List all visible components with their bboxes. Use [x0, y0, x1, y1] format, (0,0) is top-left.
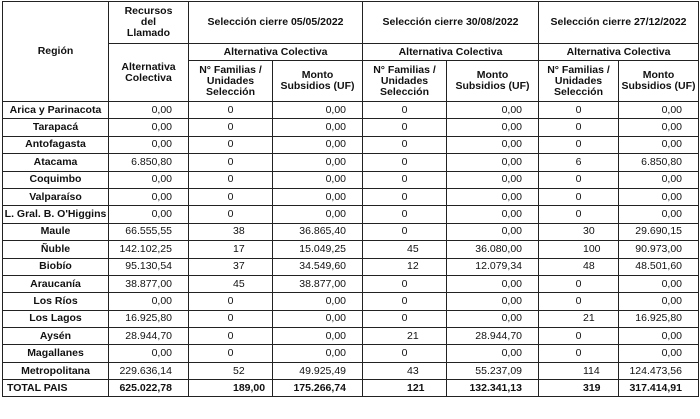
- region-cell: Antofagasta: [3, 136, 109, 153]
- monto-1-cell: 0,00: [273, 136, 363, 153]
- familias-2-cell: 0: [363, 223, 447, 240]
- monto-1-cell: 15.049,25: [273, 241, 363, 258]
- header-period-1-sub: Alternativa Colectiva: [189, 44, 363, 61]
- monto-3-cell: 0,00: [619, 136, 699, 153]
- familias-1-cell: 0: [189, 293, 273, 310]
- region-cell: Metropolitana: [3, 362, 109, 379]
- recursos-cell: 0,00: [109, 171, 189, 188]
- monto-1-cell: 36.865,40: [273, 223, 363, 240]
- monto-2-cell: 0,00: [447, 345, 539, 362]
- monto-1-cell: 0,00: [273, 171, 363, 188]
- monto-3-cell: 29.690,15: [619, 223, 699, 240]
- familias-1-cell: 0: [189, 136, 273, 153]
- familias-2-cell: 0: [363, 188, 447, 205]
- monto-2-cell: 0,00: [447, 223, 539, 240]
- familias-1-cell: 0: [189, 119, 273, 136]
- table-row: [3, 345, 699, 362]
- familias-1-cell: 0: [189, 310, 273, 327]
- recursos-cell: 6.850,80: [109, 154, 189, 171]
- recursos-cell: 0,00: [109, 345, 189, 362]
- familias-1-cell: 0: [189, 206, 273, 223]
- monto-3-cell: 0,00: [619, 119, 699, 136]
- familias-1-cell: 37: [189, 258, 273, 275]
- monto-2-cell: 12.079,34: [447, 258, 539, 275]
- header-period-3-familias: N° Familias / Unidades Selección: [539, 61, 619, 102]
- monto-3-cell: 0,00: [619, 275, 699, 292]
- familias-1-cell: 52: [189, 362, 273, 379]
- table-row: [3, 362, 699, 379]
- familias-3-cell: 100: [539, 241, 619, 258]
- familias-1-cell: 0: [189, 102, 273, 119]
- monto-3-cell: 0,00: [619, 102, 699, 119]
- header-period-3-sub: Alternativa Colectiva: [539, 44, 699, 61]
- monto-2-cell: 0,00: [447, 154, 539, 171]
- total-recursos: 625.022,78: [109, 380, 189, 397]
- familias-3-cell: 6: [539, 154, 619, 171]
- monto-2-cell: 0,00: [447, 188, 539, 205]
- monto-2-cell: 28.944,70: [447, 328, 539, 345]
- recursos-cell: 229.636,14: [109, 362, 189, 379]
- familias-3-cell: 48: [539, 258, 619, 275]
- familias-2-cell: 0: [363, 310, 447, 327]
- monto-2-cell: 0,00: [447, 310, 539, 327]
- familias-2-cell: 0: [363, 171, 447, 188]
- familias-2-cell: 0: [363, 119, 447, 136]
- familias-2-cell: 0: [363, 206, 447, 223]
- familias-3-cell: 0: [539, 188, 619, 205]
- familias-3-cell: 0: [539, 102, 619, 119]
- familias-2-cell: 0: [363, 275, 447, 292]
- familias-2-cell: 0: [363, 136, 447, 153]
- recursos-cell: 0,00: [109, 119, 189, 136]
- recursos-cell: 0,00: [109, 136, 189, 153]
- monto-1-cell: 34.549,60: [273, 258, 363, 275]
- total-monto-1: 175.266,74: [273, 380, 363, 397]
- header-period-3: Selección cierre 27/12/2022: [539, 2, 699, 44]
- region-cell: Los Lagos: [3, 310, 109, 327]
- familias-1-cell: 0: [189, 345, 273, 362]
- monto-1-cell: 0,00: [273, 293, 363, 310]
- region-cell: Tarapacá: [3, 119, 109, 136]
- header-period-2-familias: N° Familias / Unidades Selección: [363, 61, 447, 102]
- table-row: [3, 293, 699, 310]
- recursos-cell: 0,00: [109, 102, 189, 119]
- monto-1-cell: 38.877,00: [273, 275, 363, 292]
- familias-1-cell: 45: [189, 275, 273, 292]
- recursos-cell: 28.944,70: [109, 328, 189, 345]
- table-row: [3, 206, 699, 223]
- familias-3-cell: 0: [539, 171, 619, 188]
- region-cell: Aysén: [3, 328, 109, 345]
- monto-1-cell: 0,00: [273, 119, 363, 136]
- monto-3-cell: 124.473,56: [619, 362, 699, 379]
- region-cell: Biobío: [3, 258, 109, 275]
- monto-3-cell: 0,00: [619, 206, 699, 223]
- table-row: [3, 136, 699, 153]
- table-row: [3, 328, 699, 345]
- header-period-1-familias: N° Familias / Unidades Selección: [189, 61, 273, 102]
- familias-2-cell: 43: [363, 362, 447, 379]
- monto-3-cell: 0,00: [619, 345, 699, 362]
- monto-3-cell: 16.925,80: [619, 310, 699, 327]
- selection-results-table: [2, 1, 699, 397]
- table-row: [3, 241, 699, 258]
- monto-1-cell: 0,00: [273, 188, 363, 205]
- familias-3-cell: 0: [539, 328, 619, 345]
- monto-1-cell: 0,00: [273, 328, 363, 345]
- monto-2-cell: 0,00: [447, 119, 539, 136]
- header-period-2-monto: Monto Subsidios (UF): [447, 61, 539, 102]
- monto-1-cell: 49.925,49: [273, 362, 363, 379]
- familias-1-cell: 0: [189, 188, 273, 205]
- familias-3-cell: 0: [539, 206, 619, 223]
- familias-2-cell: 21: [363, 328, 447, 345]
- familias-3-cell: 30: [539, 223, 619, 240]
- monto-1-cell: 0,00: [273, 154, 363, 171]
- header-recursos: Recursos del Llamado: [109, 2, 189, 44]
- total-row: [3, 380, 699, 397]
- familias-2-cell: 45: [363, 241, 447, 258]
- total-region: TOTAL PAIS: [3, 380, 109, 397]
- familias-3-cell: 0: [539, 293, 619, 310]
- recursos-cell: 66.555,55: [109, 223, 189, 240]
- region-cell: Atacama: [3, 154, 109, 171]
- table-row: [3, 119, 699, 136]
- monto-3-cell: 0,00: [619, 188, 699, 205]
- monto-1-cell: 0,00: [273, 206, 363, 223]
- table-row: [3, 310, 699, 327]
- monto-2-cell: 0,00: [447, 293, 539, 310]
- monto-2-cell: 0,00: [447, 171, 539, 188]
- familias-1-cell: 0: [189, 154, 273, 171]
- monto-1-cell: 0,00: [273, 310, 363, 327]
- familias-1-cell: 38: [189, 223, 273, 240]
- header-region: Región: [3, 2, 109, 102]
- recursos-cell: 0,00: [109, 188, 189, 205]
- familias-3-cell: 0: [539, 136, 619, 153]
- region-cell: L. Gral. B. O'Higgins: [3, 206, 109, 223]
- monto-2-cell: 0,00: [447, 275, 539, 292]
- familias-3-cell: 114: [539, 362, 619, 379]
- table-row: [3, 171, 699, 188]
- recursos-cell: 95.130,54: [109, 258, 189, 275]
- recursos-cell: 16.925,80: [109, 310, 189, 327]
- familias-3-cell: 21: [539, 310, 619, 327]
- monto-3-cell: 48.501,60: [619, 258, 699, 275]
- table-row: [3, 275, 699, 292]
- table-row: [3, 258, 699, 275]
- monto-2-cell: 0,00: [447, 206, 539, 223]
- familias-1-cell: 0: [189, 328, 273, 345]
- region-cell: Magallanes: [3, 345, 109, 362]
- recursos-cell: 0,00: [109, 206, 189, 223]
- table-row: [3, 188, 699, 205]
- total-familias-1: 189,00: [189, 380, 273, 397]
- region-cell: Maule: [3, 223, 109, 240]
- monto-2-cell: 36.080,00: [447, 241, 539, 258]
- region-cell: Valparaíso: [3, 188, 109, 205]
- familias-2-cell: 0: [363, 102, 447, 119]
- monto-1-cell: 0,00: [273, 345, 363, 362]
- monto-3-cell: 90.973,00: [619, 241, 699, 258]
- familias-3-cell: 0: [539, 345, 619, 362]
- region-cell: Arica y Parinacota: [3, 102, 109, 119]
- region-cell: Araucanía: [3, 275, 109, 292]
- table-row: [3, 154, 699, 171]
- familias-1-cell: 0: [189, 171, 273, 188]
- recursos-cell: 0,00: [109, 293, 189, 310]
- region-cell: Los Ríos: [3, 293, 109, 310]
- recursos-cell: 142.102,25: [109, 241, 189, 258]
- familias-3-cell: 0: [539, 275, 619, 292]
- familias-1-cell: 17: [189, 241, 273, 258]
- monto-2-cell: 55.237,09: [447, 362, 539, 379]
- total-familias-3: 319: [539, 380, 619, 397]
- familias-2-cell: 0: [363, 293, 447, 310]
- region-cell: Coquimbo: [3, 171, 109, 188]
- table-row: [3, 102, 699, 119]
- familias-2-cell: 12: [363, 258, 447, 275]
- header-period-2: Selección cierre 30/08/2022: [363, 2, 539, 44]
- familias-2-cell: 0: [363, 345, 447, 362]
- familias-3-cell: 0: [539, 119, 619, 136]
- header-period-2-sub: Alternativa Colectiva: [363, 44, 539, 61]
- monto-3-cell: 0,00: [619, 293, 699, 310]
- monto-1-cell: 0,00: [273, 102, 363, 119]
- total-monto-3: 317.414,91: [619, 380, 699, 397]
- familias-2-cell: 0: [363, 154, 447, 171]
- recursos-cell: 38.877,00: [109, 275, 189, 292]
- total-monto-2: 132.341,13: [447, 380, 539, 397]
- region-cell: Ñuble: [3, 241, 109, 258]
- header-recursos-alt-colectiva: Alternativa Colectiva: [109, 44, 189, 102]
- table-row: [3, 223, 699, 240]
- header-period-3-monto: Monto Subsidios (UF): [619, 61, 699, 102]
- monto-3-cell: 0,00: [619, 171, 699, 188]
- monto-2-cell: 0,00: [447, 102, 539, 119]
- total-familias-2: 121: [363, 380, 447, 397]
- monto-2-cell: 0,00: [447, 136, 539, 153]
- header-period-1-monto: Monto Subsidios (UF): [273, 61, 363, 102]
- monto-3-cell: 0,00: [619, 328, 699, 345]
- header-period-1: Selección cierre 05/05/2022: [189, 2, 363, 44]
- monto-3-cell: 6.850,80: [619, 154, 699, 171]
- table-body: [3, 102, 699, 380]
